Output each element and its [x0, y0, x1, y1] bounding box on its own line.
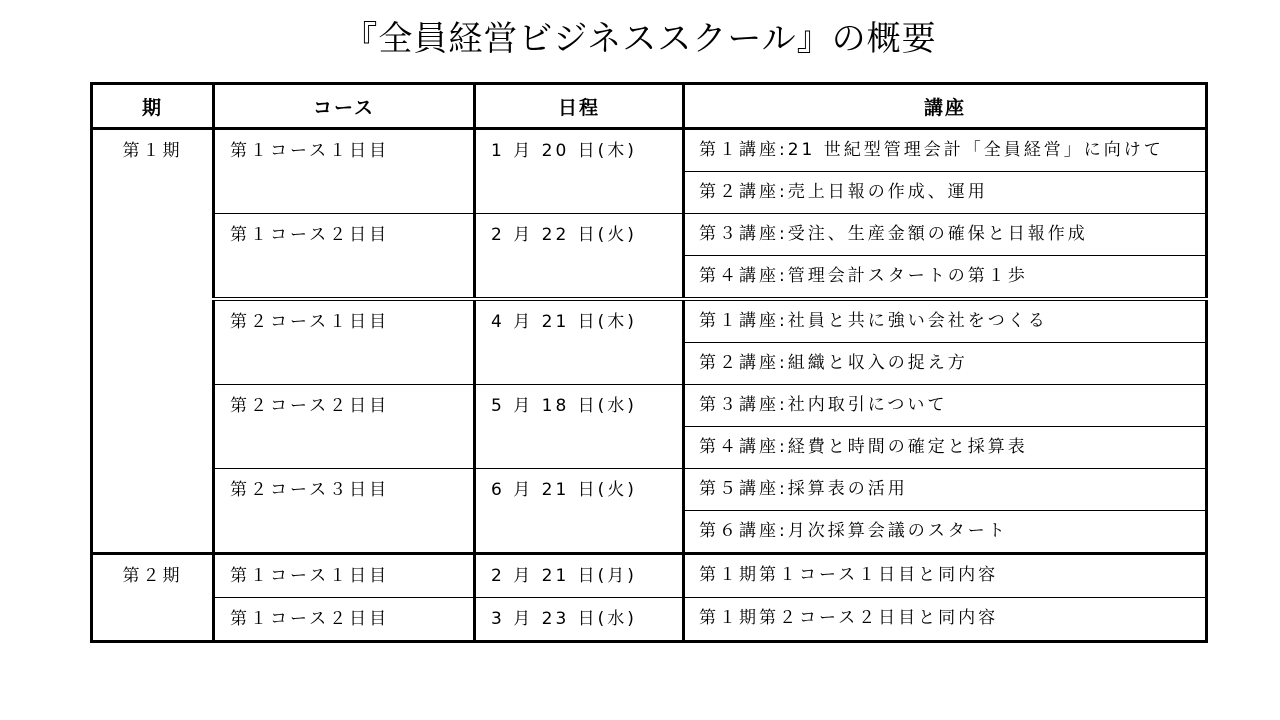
course-cell: 第２コース１日目	[214, 299, 475, 385]
table-row	[92, 129, 1207, 172]
header-course: コース	[214, 84, 475, 129]
date-cell: 2 月 21 日(月)	[475, 554, 684, 598]
schedule-table	[90, 82, 1208, 643]
date-cell: 6 月 21 日(火)	[475, 469, 684, 554]
date-cell: 2 月 22 日(火)	[475, 214, 684, 300]
course-cell: 第２コース２日目	[214, 385, 475, 469]
table-row	[92, 299, 1207, 343]
table-row	[92, 214, 1207, 256]
period-cell: 第１期	[92, 129, 214, 554]
header-period: 期	[92, 84, 214, 129]
table-row	[92, 554, 1207, 598]
table-row	[92, 385, 1207, 427]
lecture-cell: 第４講座:管理会計スタートの第１歩	[684, 256, 1207, 300]
page-title: 『全員経営ビジネススクール』の概要	[343, 19, 937, 59]
course-cell: 第１コース１日目	[214, 129, 475, 214]
date-cell: 5 月 18 日(水)	[475, 385, 684, 469]
period-cell: 第２期	[92, 554, 214, 642]
date-cell: 1 月 20 日(木)	[475, 129, 684, 214]
lecture-cell: 第２講座:組織と収入の捉え方	[684, 343, 1207, 385]
date-cell: 4 月 21 日(木)	[475, 299, 684, 385]
date-cell: 3 月 23 日(水)	[475, 598, 684, 642]
lecture-cell: 第３講座:受注、生産金額の確保と日報作成	[684, 214, 1207, 256]
lecture-cell: 第１期第２コース２日目と同内容	[684, 598, 1207, 642]
lecture-cell: 第５講座:採算表の活用	[684, 469, 1207, 511]
lecture-cell: 第１講座:21 世紀型管理会計「全員経営」に向けて	[684, 129, 1207, 172]
course-cell: 第１コース２日目	[214, 214, 475, 300]
course-cell: 第１コース２日目	[214, 598, 475, 642]
lecture-cell: 第２講座:売上日報の作成、運用	[684, 172, 1207, 214]
course-cell: 第２コース３日目	[214, 469, 475, 554]
header-row	[92, 84, 1207, 129]
lecture-cell: 第６講座:月次採算会議のスタート	[684, 511, 1207, 554]
table-row	[92, 469, 1207, 511]
lecture-cell: 第１講座:社員と共に強い会社をつくる	[684, 299, 1207, 343]
table-row	[92, 598, 1207, 642]
header-date: 日程	[475, 84, 684, 129]
header-lecture: 講座	[684, 84, 1207, 129]
lecture-cell: 第３講座:社内取引について	[684, 385, 1207, 427]
lecture-cell: 第４講座:経費と時間の確定と採算表	[684, 427, 1207, 469]
course-cell: 第１コース１日目	[214, 554, 475, 598]
lecture-cell: 第１期第１コース１日目と同内容	[684, 554, 1207, 598]
